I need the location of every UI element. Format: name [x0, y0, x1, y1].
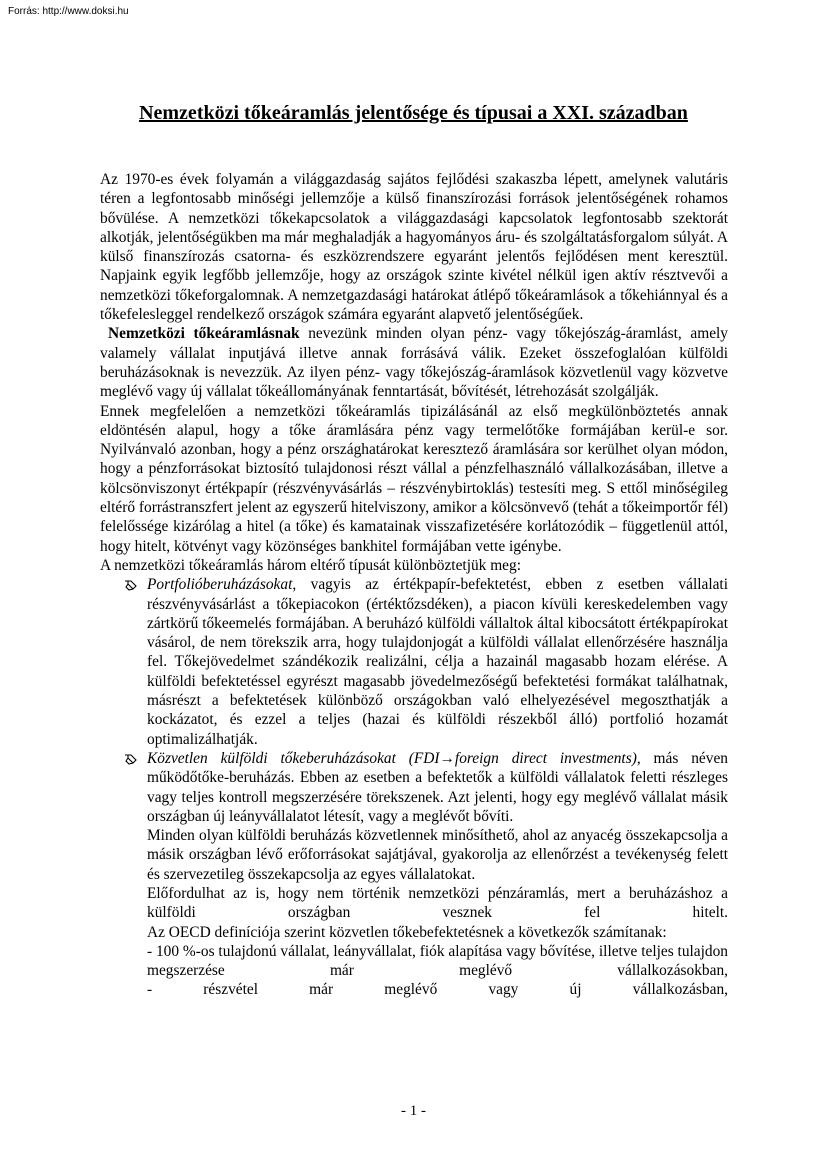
paragraph-3: Ennek megfelelően a nemzetközi tőkeáramlás tipizálásánál az első megkülönböztetés annak eldöntésén alapul, hogy a tőke áramlására pénz vagy termelőtőke formájában kerül-e sor. Nyilvánvaló azonban, hogy a pénz országhatárokat keresztező áramlására sor kerülhet olyan módon, hogy a pénzforrásokat biztosító tulajdonosi részt vállal a pénzfelhasználó vállalkozásában, illetve a kölcsönviszonyt értékpapír (részvényvásárlás – részvénybirtoklás) testesíti meg. S ettől minőségileg eltérő forrástranszfert jelent az egyszerű hitelviszony, amikor a kölcsönvevő (tehát a tőkeimportőr fél) felelőssége kizárólag a hitel (a tőke) és kamatainak visszafizetésére korlátozódik – függetlenül attól, hogy hitelt, kötvényt vagy közönséges bankhitel formájában vette igénybe. — [100, 402, 728, 555]
bullet-portfolio-term: Portfolióberuházásokat — [147, 576, 293, 594]
pointing-hand-icon — [124, 578, 138, 592]
paragraph-2 — [100, 324, 728, 401]
oecd-list-item-1: - 100 %-os tulajdonú vállalat, leányvállalat, fiók alapítása vagy bővítése, illetve teljes tulajdon megszerzése már meglévő vállalkozásokban, — [147, 942, 728, 980]
fdi-paragraph-3: Előfordulhat az is, hogy nem történik nemzetközi pénzáramlás, mert a beruházáshoz a külföldi országban vesznek fel hitelt. — [147, 884, 728, 922]
paragraph-1: Az 1970-es évek folyamán a világgazdaság sajátos fejlődési szakaszba lépett, amelynek valutáris téren a legfontosabb minőségi jellemzője a külső finanszírozási források jelentőségének rohamos bővülése. A nemzetközi tőkekapcsolatok a világgazdasági kapcsolatok legfontosabb szektorát alkotják, jelentőségükben ma már meghaladják a hagyományos áru- és szolgáltatásforgalom súlyát. A külső finanszírozás csatorna- és eszközrendszere egyaránt jelentős fejlődésen ment keresztül. Napjaink egyik legfőbb jellemzője, hogy az országok szinte kivétel nélkül igen aktív résztvevői a nemzetközi tőkeforgalomnak. A nemzetgazdasági határokat átlépő tőkeáramlások a tőkehiánnyal és a tőkefelesleggel rendelkező országok számára egyaránt alapvető jelentőségűek. — [100, 171, 728, 324]
bullet-item-fdi — [100, 749, 728, 826]
paragraph-2-term: Nemzetközi tőkeáramlásnak — [108, 325, 300, 343]
paragraph-4: A nemzetközi tőkeáramlás három eltérő típusát különböztetjük meg: — [100, 556, 521, 574]
source-url: Forrás: http://www.doksi.hu — [8, 6, 129, 17]
bullet-fdi-text: , más néven működőtőke-beruházás. Ebben az esetben a befektetők a külföldi vállalatok feletti részleges vagy teljes kontroll megszerzésére törekszenek. Azt jelenti, hogy egy meglévő vállalat másik országban új leányvállalatot létesít, vagy a meglévőt bővíti. — [147, 749, 728, 825]
bullet-fdi-term: Közvetlen külföldi tőkeberuházásokat (FDI→foreign direct investments) — [147, 749, 637, 767]
bullet-portfolio-text: , vagyis az értékpapír-befektetést, ebben z esetben vállalati részvényvásárlást a tőkepiacokon (értéktőzsdéken), a piacon kívüli kereskedelemben vagy zártkörű tőkeemelés formájában. A beruházó külföldi vállaltok által kibocsátott értékpapírokat vásárol, de nem törekszik arra, hogy tulajdonjogát a külföldi vállalat ellenőrzésére használja fel. Tőkejövedelmet szándékozik realizálni, célja a hazainál magasabb hozam elérése. A külföldi befektetéssel egyrészt magasabb jövedelmezőségű befektetési formákat találhatnak, másrészt a befektetések különböző országokban való elhelyezésével megoszthatják a kockázatot, és ezzel a teljes (hazai és külföldi részekből álló) portfolió hozamát optimalizálhatják. — [147, 576, 728, 748]
oecd-list-item-2: - részvétel már meglévő vagy új vállalkozásban, — [147, 981, 728, 999]
fdi-paragraph-2: Minden olyan külföldi beruházás közvetlennek minősíthető, ahol az anyacég összekapcsolja a másik országban lévő erőforrásokat sajátjával, gyakorolja az ellenőrzést a tevékenység felett és szervezetileg összekapcsolja az egyes vállalatokat. — [147, 827, 728, 883]
bullet-item-portfolio — [100, 575, 728, 749]
pointing-hand-icon — [124, 752, 138, 766]
fdi-paragraph-4: Az OECD definíciója szerint közvetlen tőkebefektetésnek a következők számítanak: — [147, 923, 667, 941]
page-number: - 1 - — [401, 1103, 426, 1119]
document-title: Nemzetközi tőkeáramlás jelentősége és típusai a XXI. században — [139, 102, 688, 124]
paragraph-2-text: nevezünk minden olyan pénz- vagy tőkejószág-áramlást, amely valamely vállalat inputjává illetve annak forrásává válik. Ezeket összefoglalóan külföldi beruházásoknak is nevezzük. Az ilyen pénz- vagy tőkejószág-áramlások közvetlenül vagy közvetve meglévő vagy új vállalat tőkeállományának fenntartását, bővítését, létrehozását szolgálják. — [100, 325, 728, 401]
document-body — [100, 170, 728, 1000]
